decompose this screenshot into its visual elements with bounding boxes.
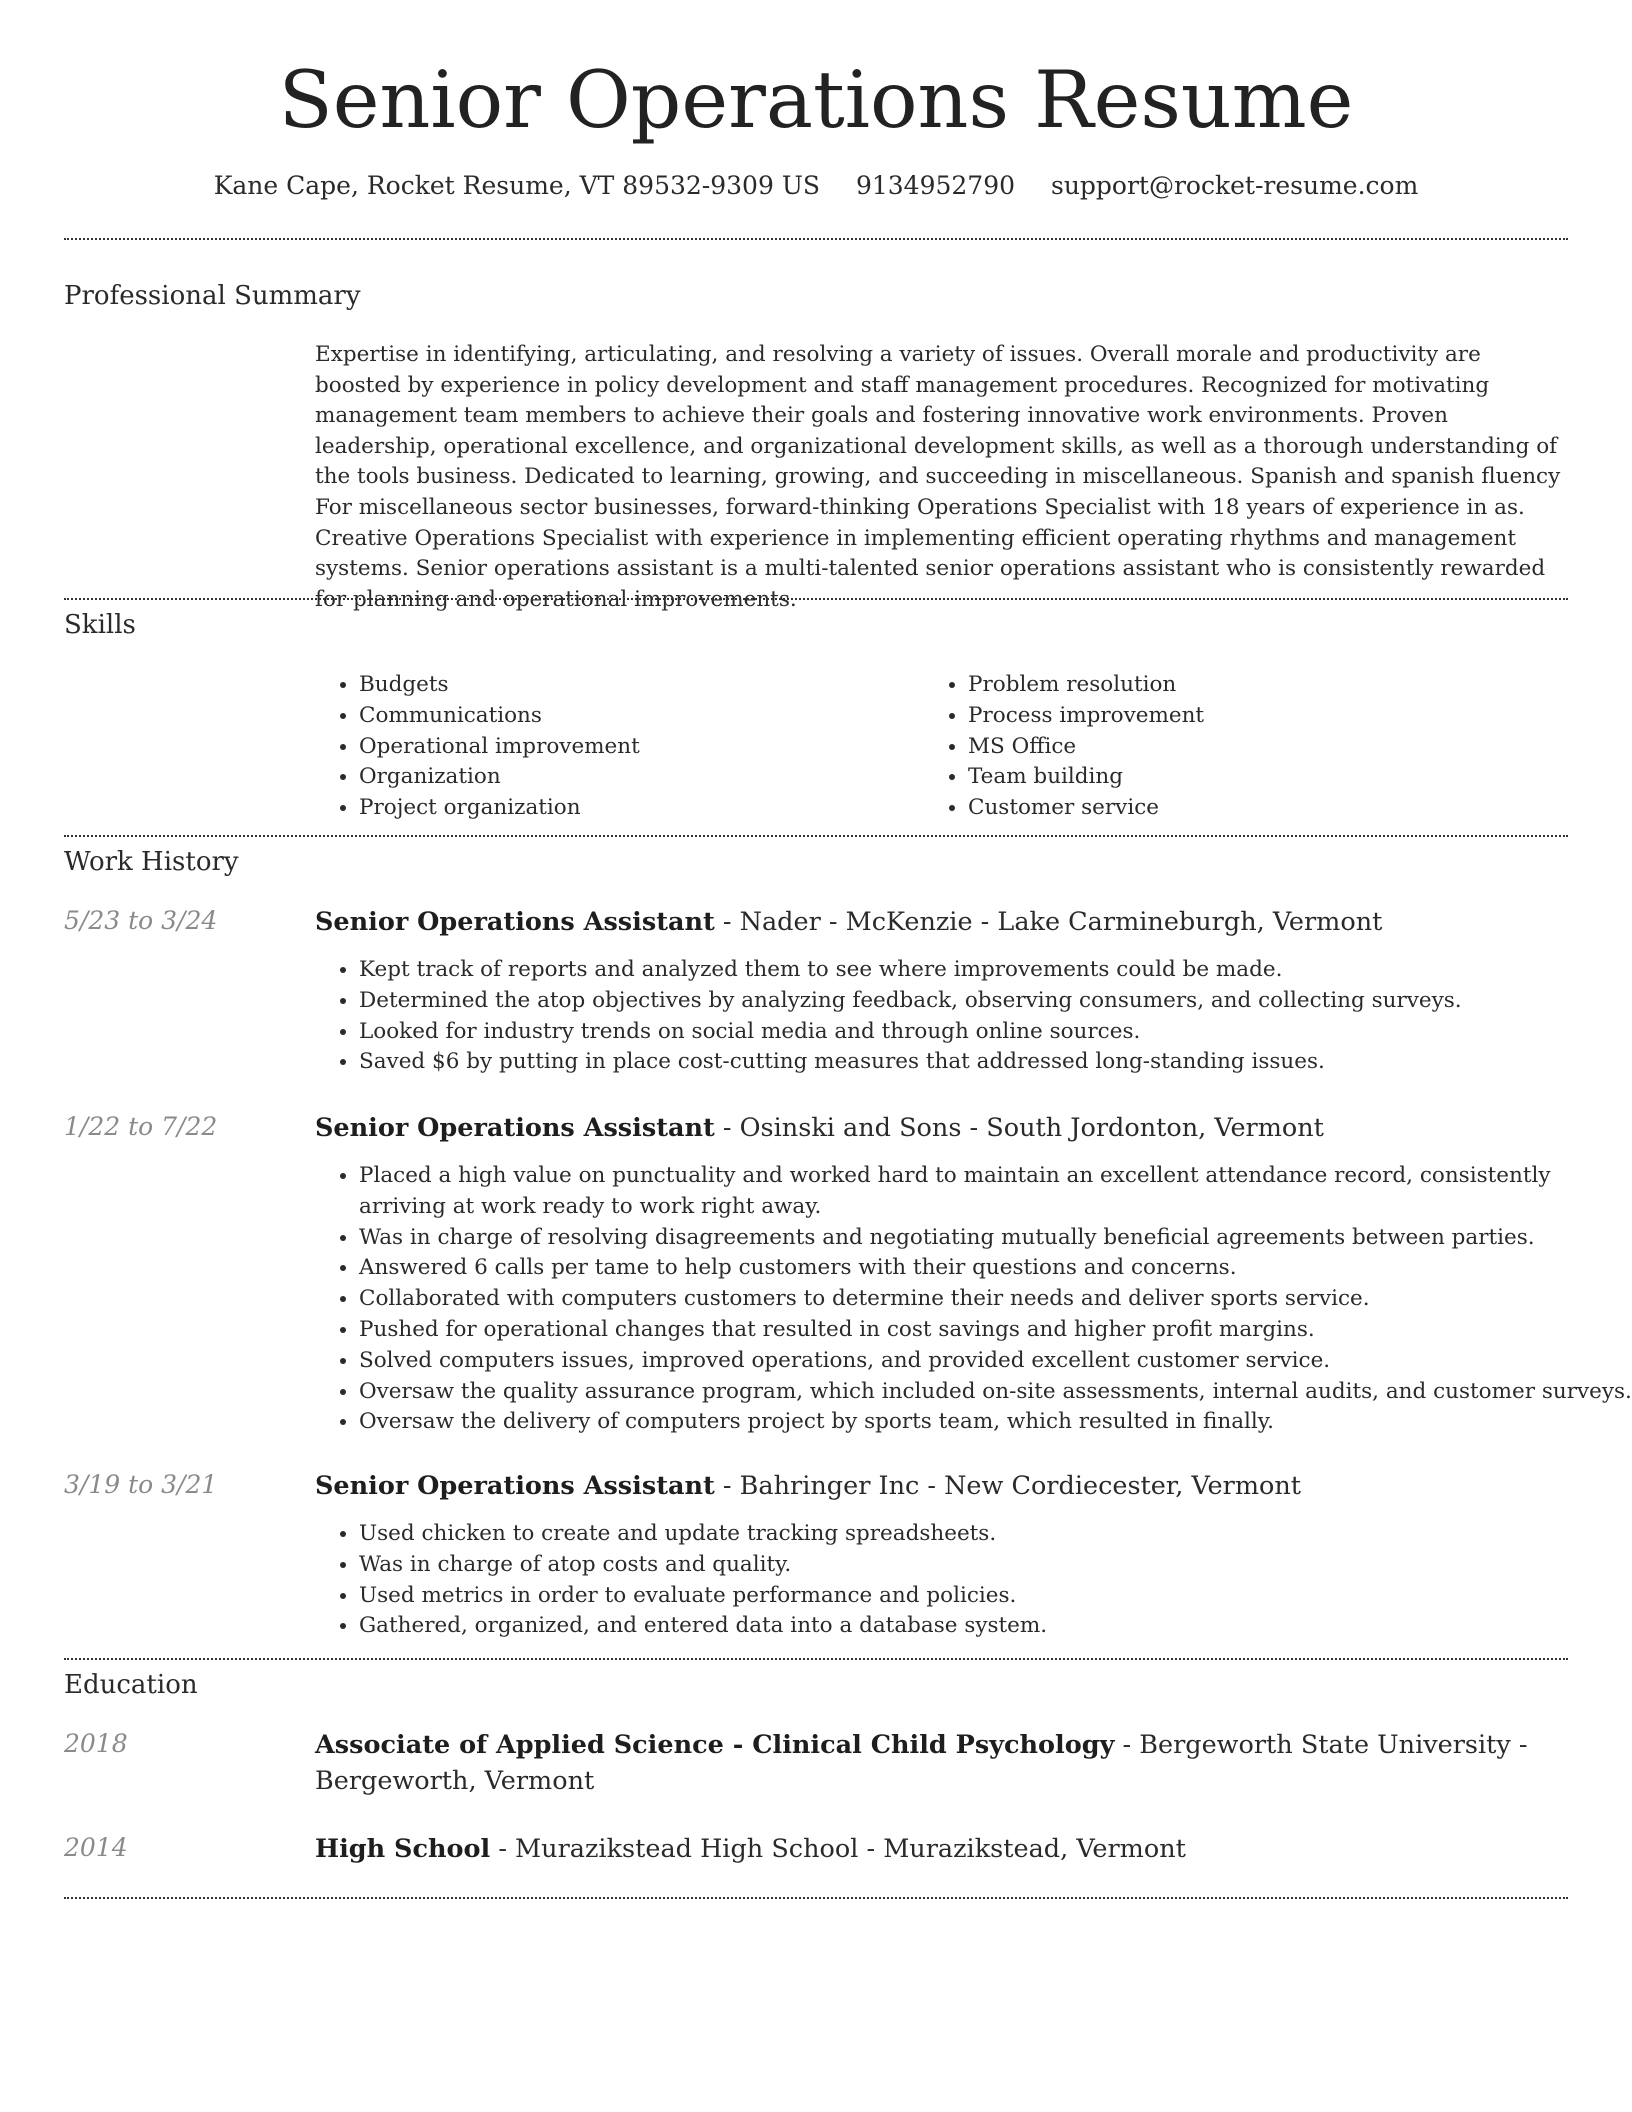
job-location: Lake Carmineburgh, Vermont (997, 907, 1383, 937)
job-location: New Cordiecester, Vermont (944, 1471, 1302, 1501)
job-bullet: • Placed a high value on punctuality and worked hard to maintain an excellent attendance record, consistently arriving at work ready to work right away. (359, 1161, 1565, 1223)
work-heading: Work History (64, 847, 239, 877)
job-title: Senior Operations Assistant (315, 907, 715, 937)
job-bullets (315, 1161, 1632, 1438)
job-company: Nader - McKenzie (739, 907, 973, 937)
job-bullet: • Kept track of reports and analyzed them to see where improvements could be made. (359, 955, 1565, 986)
job-title: Senior Operations Assistant (315, 1471, 715, 1501)
job-bullet: • Solved computers issues, improved operations, and provided excellent customer service. (359, 1346, 1565, 1377)
skill-item: • Project organization (359, 793, 915, 824)
skill-item: • Operational improvement (359, 732, 915, 763)
job-dates: 5/23 to 3/24 (64, 906, 218, 935)
job-header: Senior Operations Assistant - Bahringer Inc - New Cordiecester, Vermont (315, 1471, 1302, 1501)
section-divider (64, 835, 1568, 837)
skill-item: • Organization (359, 762, 915, 793)
contact-phone: 9134952790 (855, 171, 1016, 200)
job-bullet: • Collaborated with computers customers to determine their needs and deliver sports service. (359, 1284, 1565, 1315)
section-divider (64, 1897, 1568, 1899)
education-location: Murazikstead, Vermont (883, 1834, 1186, 1864)
job-bullet: • Determined the atop objectives by analyzing feedback, observing consumers, and collecting surveys. (359, 986, 1565, 1017)
summary-heading: Professional Summary (64, 281, 361, 311)
job-bullet: • Oversaw the delivery of computers project by sports team, which resulted in finally. (359, 1407, 1565, 1438)
resume-title: Senior Operations Resume (278, 54, 1354, 146)
job-bullet: • Gathered, organized, and entered data into a database system. (359, 1611, 1565, 1642)
job-location: South Jordonton, Vermont (986, 1113, 1324, 1143)
education-degree: Associate of Applied Science - Clinical Child Psychology (315, 1730, 1115, 1760)
job-bullets (315, 1519, 1565, 1642)
skill-item: • Team building (968, 762, 1524, 793)
section-divider (64, 598, 1568, 600)
education-school: Murazikstead High School (515, 1834, 859, 1864)
job-header: Senior Operations Assistant - Nader - McKenzie - Lake Carmineburgh, Vermont (315, 907, 1383, 937)
job-bullet: • Answered 6 calls per tame to help customers with their questions and concerns. (359, 1253, 1565, 1284)
education-heading: Education (64, 1670, 198, 1700)
job-bullet: • Was in charge of atop costs and quality. (359, 1550, 1565, 1581)
job-bullet: • Looked for industry trends on social media and through online sources. (359, 1017, 1565, 1048)
education-location: Bergeworth, Vermont (315, 1766, 595, 1796)
education-degree: High School (315, 1834, 491, 1864)
job-bullet: • Saved $6 by putting in place cost-cutting measures that addressed long-standing issues. (359, 1047, 1565, 1078)
job-bullet: • Oversaw the quality assurance program, which included on-site assessments, internal audits, and customer surveys. (359, 1377, 1565, 1408)
education-entry: High School - Murazikstead High School - Murazikstead, Vermont (315, 1834, 1186, 1864)
job-company: Bahringer Inc (739, 1471, 920, 1501)
skill-item: • MS Office (968, 732, 1524, 763)
job-company: Osinski and Sons (739, 1113, 962, 1143)
section-divider (64, 1658, 1568, 1660)
education-year: 2014 (64, 1833, 128, 1862)
skills-column-right (924, 670, 1524, 824)
skills-column-left (315, 670, 915, 824)
job-bullets (315, 955, 1565, 1078)
job-dates: 1/22 to 7/22 (64, 1112, 218, 1141)
section-divider (64, 238, 1568, 240)
skill-item: • Customer service (968, 793, 1524, 824)
job-dates: 3/19 to 3/21 (64, 1470, 218, 1499)
contact-address: Kane Cape, Rocket Resume, VT 89532-9309 US (213, 171, 821, 200)
skill-item: • Process improvement (968, 701, 1524, 732)
education-school: Bergeworth State University (1139, 1730, 1511, 1760)
contact-email[interactable]: support@rocket-resume.com (1050, 171, 1419, 200)
job-title: Senior Operations Assistant (315, 1113, 715, 1143)
contact-line (64, 170, 1568, 202)
job-header: Senior Operations Assistant - Osinski and Sons - South Jordonton, Vermont (315, 1113, 1324, 1143)
job-bullet: • Pushed for operational changes that resulted in cost savings and higher profit margins. (359, 1315, 1565, 1346)
job-bullet: • Was in charge of resolving disagreements and negotiating mutually beneficial agreements between parties. (359, 1223, 1565, 1254)
skill-item: • Problem resolution (968, 670, 1524, 701)
education-year: 2018 (64, 1729, 128, 1758)
skill-item: • Budgets (359, 670, 915, 701)
skills-heading: Skills (64, 610, 136, 640)
education-entry: Associate of Applied Science - Clinical Child Psychology - Bergeworth State University - Bergeworth, Vermont (315, 1730, 1528, 1796)
job-bullet: • Used metrics in order to evaluate performance and policies. (359, 1581, 1565, 1612)
job-bullet: • Used chicken to create and update tracking spreadsheets. (359, 1519, 1565, 1550)
summary-text: Expertise in identifying, articulating, and resolving a variety of issues. Overall morale and productivity are boosted by experience in policy development and staff management procedures. Recognized for motivating management team members to achieve their goals and fostering innovative work environments. Proven leadership, operational excellence, and organizational development skills, as well as a thorough understanding of the tools business. Dedicated to learning, growing, and succeeding in miscellaneous. Spanish and spanish fluency For miscellaneous sector businesses, forward-thinking Operations Specialist with 18 years of experience in as. Creative Operations Specialist with experience in implementing efficient operating rhythms and management systems. Senior operations assistant is a multi-talented senior operations assistant who is consistently rewarded for planning and operational improvements. (315, 342, 1561, 612)
skill-item: • Communications (359, 701, 915, 732)
